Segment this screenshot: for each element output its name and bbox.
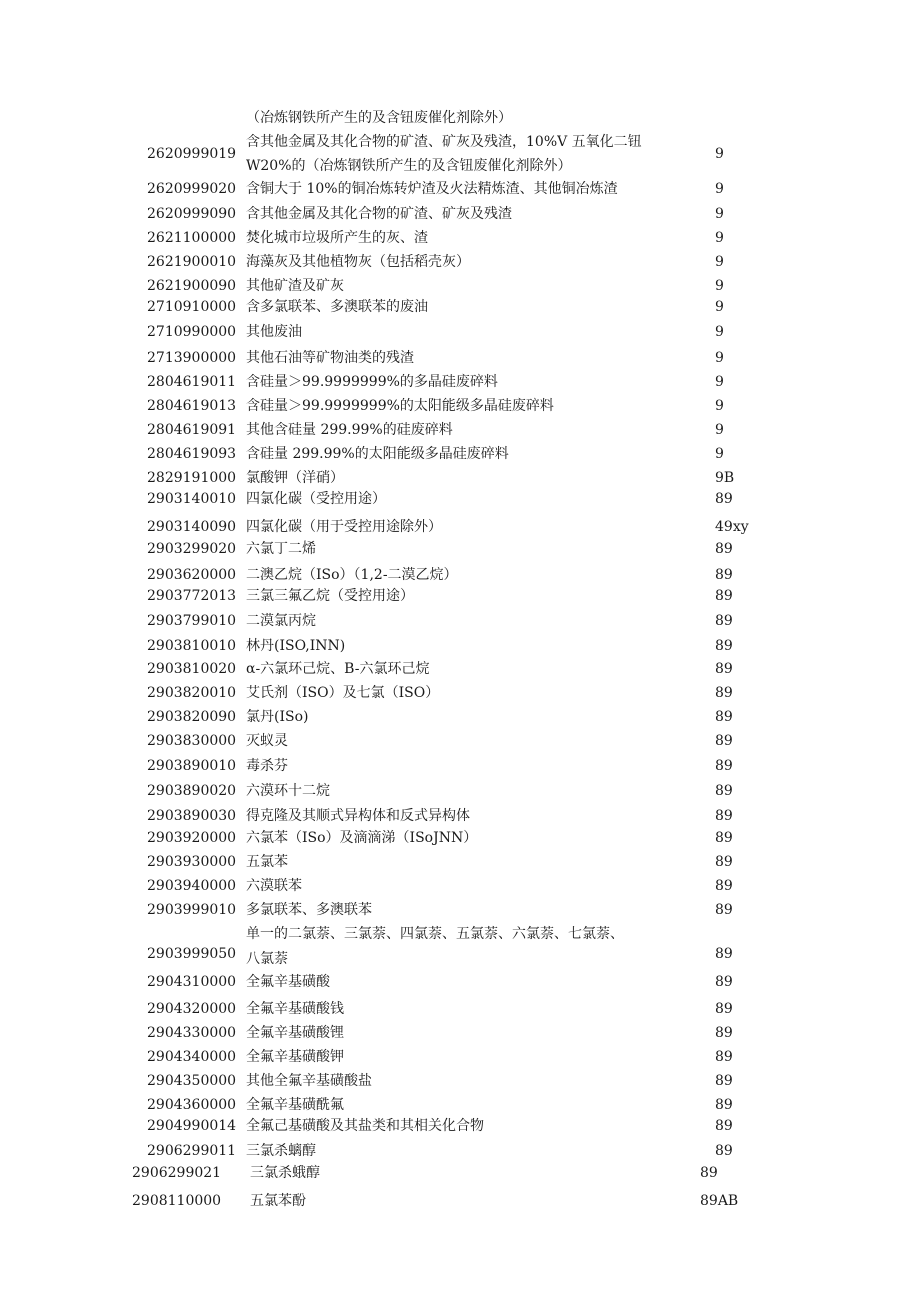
row-value: 89 xyxy=(715,974,733,990)
row-description: 氯酸钾（洋硝） xyxy=(246,470,344,486)
row-value: 9 xyxy=(715,146,724,162)
row-description: 含多氯联苯、多澳联苯的废油 xyxy=(246,299,428,315)
row-value: 9 xyxy=(715,254,724,270)
row-code: 2620999020 xyxy=(147,181,237,197)
row-value: 9 xyxy=(715,230,724,246)
row-code: 2906299011 xyxy=(147,1143,237,1159)
row-description: 六氯苯（ISo）及滴滴涕（ISoJNN） xyxy=(246,830,478,846)
row-code: 2904350000 xyxy=(147,1073,237,1089)
row-value: 89 xyxy=(715,854,733,870)
row-code: 2804619091 xyxy=(147,422,237,438)
row-description: 含硅量＞99.9999999%的多晶硅废碎料 xyxy=(246,374,498,390)
row-description: 其他石油等矿物油类的残渣 xyxy=(246,350,414,366)
row-description: 全氟辛基磺酸锂 xyxy=(246,1025,344,1041)
row-description: 六漠环十二烷 xyxy=(246,783,330,799)
row-value: 89 xyxy=(715,661,733,677)
row-description: 六氯丁二烯 xyxy=(246,541,316,557)
row-description: 得克隆及其顺式异构体和反式异构体 xyxy=(246,808,470,824)
row-description: 含铜大于 10%的铜冶炼转炉渣及火法精炼渣、其他铜冶炼渣 xyxy=(246,181,618,197)
row-description: 单一的二氯萘、三氯萘、四氯萘、五氯萘、六氯萘、七氯萘、 xyxy=(246,926,624,942)
row-description: 含硅量＞99.9999999%的太阳能级多晶硅废碎料 xyxy=(246,398,554,414)
row-description: 林丹(ISO,INN) xyxy=(246,638,346,654)
row-value: 89 xyxy=(700,1165,718,1181)
row-value: 9 xyxy=(715,278,724,294)
row-value: 9 xyxy=(715,181,724,197)
row-value: 89 xyxy=(715,1049,733,1065)
row-description: 含其他金属及其化合物的矿渣、矿灰及残渣 xyxy=(246,206,512,222)
row-code: 2906299021 xyxy=(132,1165,222,1181)
row-description: 艾氏剂（ISO）及七氯（ISO） xyxy=(246,685,440,701)
row-value: 9 xyxy=(715,324,724,340)
row-value: 89 xyxy=(715,733,733,749)
row-value: 89 xyxy=(715,808,733,824)
row-description: 灭蚁灵 xyxy=(246,733,288,749)
row-value: 9 xyxy=(715,446,724,462)
row-description: 五氯苯酚 xyxy=(250,1193,306,1209)
row-value: 89 xyxy=(715,946,733,962)
row-code: 2903890020 xyxy=(147,783,237,799)
row-value: 9 xyxy=(715,350,724,366)
row-description: 氯丹(ISo) xyxy=(246,709,309,725)
row-description: 四氯化碳（受控用途） xyxy=(246,491,386,507)
row-code: 2903920000 xyxy=(147,830,237,846)
row-code: 2621900090 xyxy=(147,278,237,294)
row-description: 其他废油 xyxy=(246,324,302,340)
row-code: 2903999050 xyxy=(147,946,237,962)
row-description: （冶炼钢铁所产生的及含钮废催化剂除外） xyxy=(246,110,512,126)
row-description: 三氯三氟乙烷（受控用途） xyxy=(246,588,414,604)
row-code: 2904310000 xyxy=(147,974,237,990)
row-code: 2903620000 xyxy=(147,567,237,583)
row-value: 89AB xyxy=(700,1193,739,1209)
row-code: 2908110000 xyxy=(132,1193,222,1209)
row-value: 89 xyxy=(715,1001,733,1017)
row-code: 2804619011 xyxy=(147,374,237,390)
row-description: 二漠氯丙烷 xyxy=(246,613,316,629)
row-value: 9B xyxy=(715,470,735,486)
row-code: 2713900000 xyxy=(147,350,237,366)
row-value: 9 xyxy=(715,422,724,438)
row-value: 89 xyxy=(715,902,733,918)
row-description: 其他矿渣及矿灰 xyxy=(246,278,344,294)
row-description-line2: W20%的（冶炼钢铁所产生的及含钮废催化剂除外） xyxy=(246,158,572,174)
row-description: 二澳乙烷（ISo）（1,2-二漠乙烷） xyxy=(246,567,458,583)
row-code: 2710990000 xyxy=(147,324,237,340)
row-description: 全氟辛基磺酰氟 xyxy=(246,1097,344,1113)
row-value: 9 xyxy=(715,374,724,390)
row-value: 89 xyxy=(715,491,733,507)
row-code: 2904330000 xyxy=(147,1025,237,1041)
row-code: 2903999010 xyxy=(147,902,237,918)
row-code: 2903810020 xyxy=(147,661,237,677)
row-code: 2903140010 xyxy=(147,491,237,507)
row-value: 9 xyxy=(715,299,724,315)
row-code: 2804619093 xyxy=(147,446,237,462)
row-value: 89 xyxy=(715,613,733,629)
row-value: 89 xyxy=(715,1073,733,1089)
row-description: 全氟辛基磺酸钱 xyxy=(246,1001,344,1017)
row-code: 2903830000 xyxy=(147,733,237,749)
row-value: 89 xyxy=(715,878,733,894)
row-value: 89 xyxy=(715,567,733,583)
row-description: 其他全氟辛基磺酸盐 xyxy=(246,1073,372,1089)
row-description: 三氯杀螭醇 xyxy=(246,1143,316,1159)
row-description: 其他含硅量 299.99%的硅废碎料 xyxy=(246,422,453,438)
row-description: 焚化城市垃圾所产生的灰、渣 xyxy=(246,230,428,246)
row-code: 2904360000 xyxy=(147,1097,237,1113)
row-value: 49xy xyxy=(715,519,749,535)
row-value: 89 xyxy=(715,758,733,774)
row-code: 2903930000 xyxy=(147,854,237,870)
row-description: 全氟辛基磺酸钾 xyxy=(246,1049,344,1065)
row-description: 全氟辛基磺酸 xyxy=(246,974,330,990)
row-code: 2903940000 xyxy=(147,878,237,894)
row-code: 2903299020 xyxy=(147,541,237,557)
row-description: 全氟己基磺酸及其盐类和其相关化合物 xyxy=(246,1118,484,1134)
row-code: 2804619013 xyxy=(147,398,237,414)
row-description: α-六氯环己烷、B-六氯环己烷 xyxy=(246,661,430,677)
row-value: 89 xyxy=(715,1143,733,1159)
row-code: 2710910000 xyxy=(147,299,237,315)
row-code: 2903890030 xyxy=(147,808,237,824)
row-value: 89 xyxy=(715,638,733,654)
row-value: 9 xyxy=(715,206,724,222)
row-description: 含硅量 299.99%的太阳能级多晶硅废碎料 xyxy=(246,446,509,462)
row-description: 六漠联苯 xyxy=(246,878,302,894)
row-code: 2903890010 xyxy=(147,758,237,774)
row-code: 2620999019 xyxy=(147,146,237,162)
row-value: 89 xyxy=(715,1118,733,1134)
row-description: 毒杀芬 xyxy=(246,758,288,774)
row-code: 2904340000 xyxy=(147,1049,237,1065)
row-description: 四氯化碳（用于受控用途除外） xyxy=(246,519,442,535)
row-description: 多氯联苯、多澳联苯 xyxy=(246,902,372,918)
row-value: 89 xyxy=(715,1097,733,1113)
row-code: 2620999090 xyxy=(147,206,237,222)
row-description: 海藻灰及其他植物灰（包括稻壳灰） xyxy=(246,254,470,270)
row-value: 89 xyxy=(715,1025,733,1041)
row-description-line2: 八氯萘 xyxy=(246,951,288,967)
row-value: 9 xyxy=(715,398,724,414)
row-code: 2621100000 xyxy=(147,230,237,246)
row-code: 2903140090 xyxy=(147,519,237,535)
row-value: 89 xyxy=(715,709,733,725)
row-description: 含其他金属及其化合物的矿渣、矿灰及残渣，10%V 五氧化二钮 xyxy=(246,134,642,150)
row-code: 2903799010 xyxy=(147,613,237,629)
row-code: 2829191000 xyxy=(147,470,237,486)
row-description: 五氯苯 xyxy=(246,854,288,870)
row-code: 2904990014 xyxy=(147,1118,237,1134)
row-value: 89 xyxy=(715,541,733,557)
row-value: 89 xyxy=(715,588,733,604)
row-code: 2903820090 xyxy=(147,709,237,725)
row-code: 2621900010 xyxy=(147,254,237,270)
row-value: 89 xyxy=(715,783,733,799)
row-code: 2904320000 xyxy=(147,1001,237,1017)
row-description: 三氯杀蛾醇 xyxy=(250,1165,320,1181)
row-code: 2903820010 xyxy=(147,685,237,701)
row-code: 2903810010 xyxy=(147,638,237,654)
row-value: 89 xyxy=(715,830,733,846)
row-code: 2903772013 xyxy=(147,588,237,604)
row-value: 89 xyxy=(715,685,733,701)
